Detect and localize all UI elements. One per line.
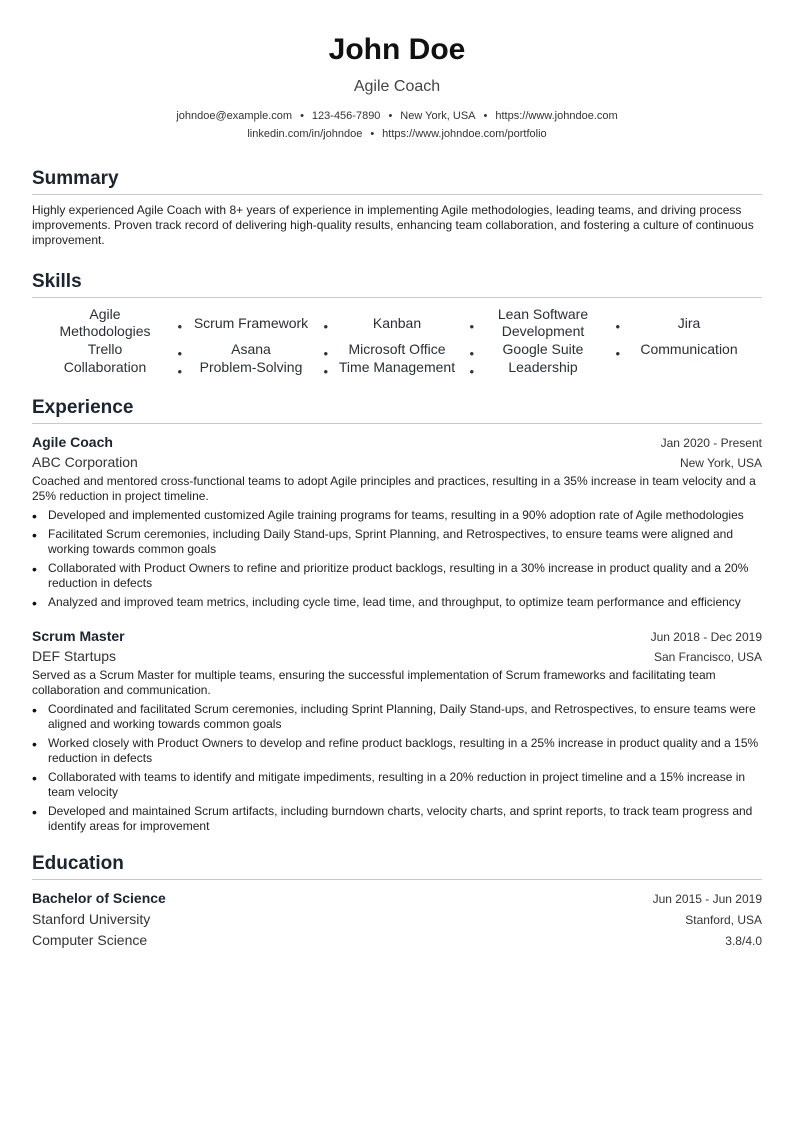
skill-item: Collaboration • [63, 359, 182, 379]
skill-item: Kanban • [372, 314, 474, 334]
job-dates: Jun 2018 - Dec 2019 [650, 630, 762, 644]
education-section [32, 852, 762, 951]
education-gpa: 3.8/4.0 [725, 934, 762, 948]
separator-dot: • [300, 110, 304, 122]
job-location: San Francisco, USA [653, 650, 762, 664]
list-item: • Coordinated and facilitated Scrum ceremonies, including Sprint Planning, Daily Stand-ups, and Retrospectives, to ensure teams were aligned and working towards common goals [32, 702, 756, 731]
contact-website[interactable]: https://www.johndoe.com [495, 110, 618, 122]
section-heading-summary: Summary [32, 167, 762, 195]
skill-item: Leadership [508, 359, 578, 375]
job-company: DEF Startups [32, 648, 117, 664]
contact-location: New York, USA [400, 110, 476, 122]
summary-text: Highly experienced Agile Coach with 8+ years of experience in implementing Agile methodologies, leading teams, and driving process improvements. Proven track record of delivering high-quality results, enhancing team collaboration, and fostering a culture of continuous improvement. [32, 203, 754, 247]
skill-item: Agile Methodologies • [59, 306, 182, 339]
job-company: ABC Corporation [32, 454, 138, 470]
job-description: Served as a Scrum Master for multiple teams, ensuring the successful implementation of Scrum frameworks and facilitating team collaboration and communication. [32, 668, 716, 697]
skill-item: Microsoft Office • [348, 341, 474, 361]
list-item: • Developed and implemented customized Agile training programs for teams, resulting in a 90% adoption rate of Agile methodologies [32, 508, 744, 524]
job-location: New York, USA [679, 456, 762, 470]
candidate-title: Agile Coach [353, 78, 441, 95]
education-location: Stanford, USA [685, 913, 762, 927]
skill-item: Scrum Framework • [193, 314, 328, 334]
job-entry [32, 626, 762, 834]
education-degree: Bachelor of Science [32, 890, 166, 906]
skill-item: Communication [640, 341, 738, 357]
list-item: • Collaborated with teams to identify and mitigate impediments, resulting in a 20% reduction in project timeline and a 15% increase in team velocity [32, 770, 746, 799]
job-role: Agile Coach [32, 434, 113, 450]
contact-linkedin[interactable]: linkedin.com/in/johndoe [247, 128, 363, 140]
experience-section [32, 396, 762, 834]
list-item: • Collaborated with Product Owners to refine and prioritize product backlogs, resulting in a 30% increase in product quality and a 20% reduction in defects [32, 561, 749, 590]
contact-info [32, 107, 762, 143]
skills-section [32, 270, 762, 379]
candidate-name: John Doe [328, 33, 466, 66]
contact-portfolio[interactable]: https://www.johndoe.com/portfolio [382, 128, 547, 140]
job-entry [32, 432, 762, 610]
skill-item: Asana • [231, 341, 328, 361]
skill-item: Problem-Solving • [199, 359, 328, 379]
skill-item: Jira [677, 314, 701, 331]
skills-grid [32, 306, 762, 379]
separator-dot: • [483, 110, 488, 122]
job-bullets [32, 702, 762, 834]
job-role: Scrum Master [32, 628, 125, 644]
job-description: Coached and mentored cross-functional teams to adopt Agile principles and practices, resulting in a 35% increase in team velocity and a 25% reduction in project timeline. [32, 474, 756, 503]
contact-phone[interactable]: 123-456-7890 [311, 110, 381, 122]
list-item: • Developed and maintained Scrum artifacts, including burndown charts, velocity charts, and sprint reports, to track team progress and identify areas for improvement [32, 804, 753, 833]
education-field: Computer Science [32, 932, 148, 948]
section-heading-education: Education [32, 852, 762, 880]
list-item: • Worked closely with Product Owners to develop and refine product backlogs, resulting in a 25% increase in product quality and a 15% reduction in defects [32, 736, 759, 765]
skill-item: Trello • [87, 341, 182, 361]
contact-line-1 [32, 107, 762, 125]
resume-header [32, 0, 762, 143]
separator-dot: • [370, 128, 375, 140]
job-dates: Jan 2020 - Present [660, 436, 762, 450]
summary-section [32, 167, 762, 248]
education-school: Stanford University [32, 911, 151, 927]
section-heading-skills: Skills [32, 270, 762, 298]
section-heading-experience: Experience [32, 396, 762, 424]
skill-item: Google Suite • [502, 341, 620, 361]
job-bullets [32, 508, 762, 610]
contact-line-2 [32, 125, 762, 143]
education-dates: Jun 2015 - Jun 2019 [652, 892, 762, 906]
separator-dot: • [388, 110, 393, 122]
list-item: • Facilitated Scrum ceremonies, including Daily Stand-ups, Sprint Planning, and Retrospectives, to ensure teams were aligned and working towards common goals [32, 527, 734, 556]
skill-item: Lean Software Development • [497, 306, 620, 339]
list-item: • Analyzed and improved team metrics, including cycle time, lead time, and throughput, to optimize team performance and efficiency [32, 595, 741, 611]
skill-item: Time Management • [338, 359, 474, 379]
contact-email[interactable]: johndoe@example.com [176, 110, 293, 122]
